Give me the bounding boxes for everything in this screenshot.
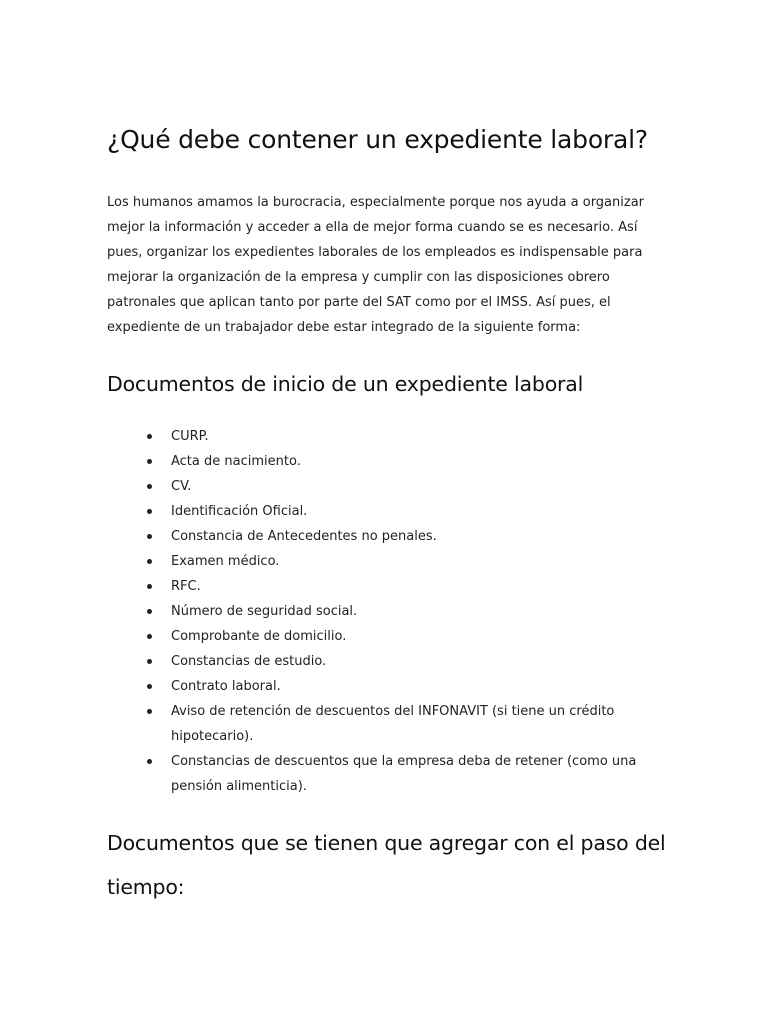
list-item-text: Número de seguridad social.	[171, 604, 358, 619]
bullet-icon	[147, 609, 152, 614]
list-item-text: CURP.	[171, 429, 209, 444]
list-item	[147, 449, 667, 474]
list-item-text: Contrato laboral.	[171, 679, 281, 694]
section-heading-start-documents: Documentos de inicio de un expediente laboral	[107, 372, 584, 396]
list-item-text: RFC.	[171, 579, 201, 594]
bullet-icon	[147, 684, 152, 689]
bullet-icon	[147, 509, 152, 514]
intro-paragraph: Los humanos amamos la burocracia, especialmente porque nos ayuda a organizar mejor la información y acceder a ella de mejor forma cuando se es necesario. Así pues, organizar los expedientes laborales de los empleados es indispensable para mejorar la organización de la empresa y cumplir con las disposiciones obrero patronales que aplican tanto por parte del SAT como por el IMSS. Así pues, el expediente de un trabajador debe estar integrado de la siguiente forma:	[107, 195, 645, 335]
list-item-text: Constancias de estudio.	[171, 654, 327, 669]
bullet-icon	[147, 584, 152, 589]
list-item-text: Identificación Oficial.	[171, 504, 308, 519]
bullet-icon	[147, 759, 152, 764]
list-item-text: Constancias de descuentos que la empresa deba de retener (como una pensión alimenticia).	[171, 754, 637, 794]
list-item	[147, 549, 667, 574]
list-item	[147, 624, 667, 649]
bullet-icon	[147, 659, 152, 664]
bullet-icon	[147, 459, 152, 464]
list-item	[147, 649, 667, 674]
list-item-text: Comprobante de domicilio.	[171, 629, 347, 644]
bullet-icon	[147, 484, 152, 489]
bullet-icon	[147, 534, 152, 539]
list-item-text: Constancia de Antecedentes no penales.	[171, 529, 437, 544]
list-item	[147, 524, 667, 549]
start-documents-list	[147, 424, 667, 799]
list-item	[147, 499, 667, 524]
section-heading-added-documents: Documentos que se tienen que agregar con el paso del tiempo:	[107, 831, 666, 899]
bullet-icon	[147, 709, 152, 714]
list-item-text: Examen médico.	[171, 554, 280, 569]
bullet-icon	[147, 559, 152, 564]
bullet-icon	[147, 434, 152, 439]
list-item	[147, 699, 667, 749]
list-item-text: CV.	[171, 479, 192, 494]
list-item	[147, 474, 667, 499]
list-item-text: Acta de nacimiento.	[171, 454, 301, 469]
list-item-text: Aviso de retención de descuentos del INFONAVIT (si tiene un crédito hipotecario).	[171, 704, 615, 744]
bullet-icon	[147, 634, 152, 639]
list-item	[147, 674, 667, 699]
list-item	[147, 599, 667, 624]
list-item	[147, 424, 667, 449]
list-item	[147, 574, 667, 599]
list-item	[147, 749, 667, 799]
page-title: ¿Qué debe contener un expediente laboral?	[107, 125, 648, 154]
